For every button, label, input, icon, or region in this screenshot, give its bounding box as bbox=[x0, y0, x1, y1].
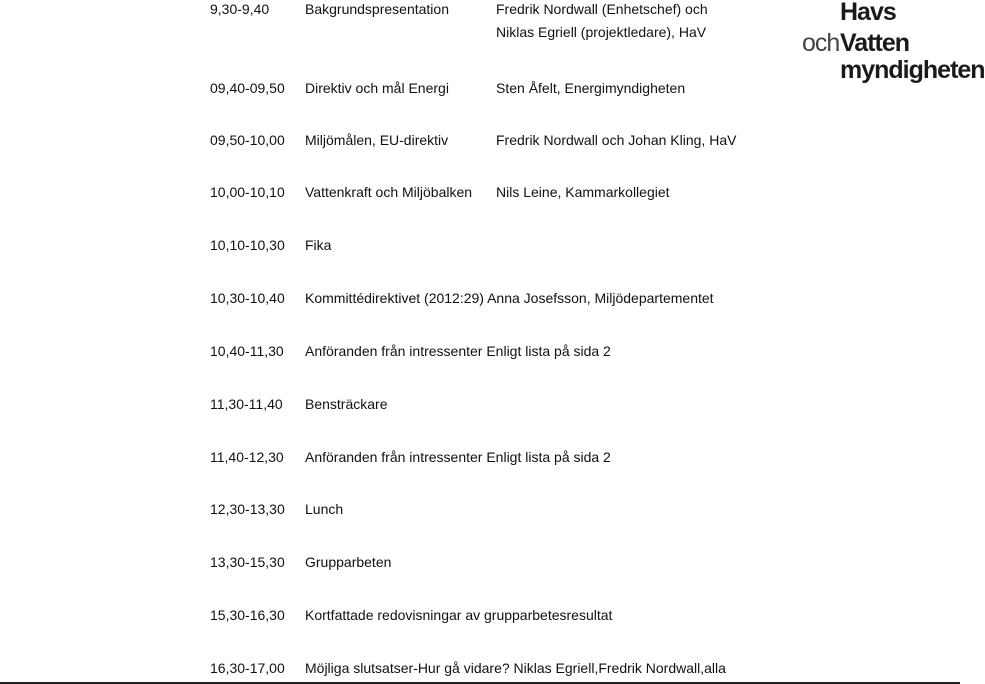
time-slot: 15,30-16,30 bbox=[210, 607, 285, 623]
time-slot: 10,10-10,30 bbox=[210, 237, 285, 253]
speaker: Sten Åfelt, Energimyndigheten bbox=[496, 80, 686, 96]
logo-line-1: Havs bbox=[840, 0, 896, 26]
speaker: Fredrik Nordwall (Enhetschef) och bbox=[496, 1, 708, 17]
agenda-topic: Bakgrundspresentation bbox=[305, 1, 449, 17]
agenda-topic: Kortfattade redovisningar av grupparbetesresultat bbox=[305, 607, 613, 623]
agenda-row bbox=[0, 129, 960, 151]
agenda-row bbox=[0, 234, 960, 256]
agenda-topic: Anföranden från intressenter Enligt lista på sida 2 bbox=[305, 449, 611, 465]
time-slot: 11,40-12,30 bbox=[210, 449, 284, 465]
speaker: Nils Leine, Kammarkollegiet bbox=[496, 184, 670, 200]
agenda-row bbox=[0, 393, 960, 415]
agenda-row bbox=[0, 657, 960, 679]
agenda-row bbox=[0, 181, 960, 203]
agenda-row bbox=[0, 340, 960, 362]
time-slot: 12,30-13,30 bbox=[210, 501, 285, 517]
time-slot: 09,40-09,50 bbox=[210, 80, 285, 96]
agenda-topic: Anföranden från intressenter Enligt lista på sida 2 bbox=[305, 343, 611, 359]
agenda-row bbox=[0, 77, 960, 99]
time-slot: 13,30-15,30 bbox=[210, 554, 285, 570]
logo-line-2b: Vatten bbox=[840, 29, 910, 57]
agenda-topic: Vattenkraft och Miljöbalken bbox=[305, 184, 473, 200]
logo-line-3: myndigheten bbox=[840, 56, 985, 84]
agenda-topic: Kommittédirektivet (2012:29) Anna Josefsson, Miljödepartementet bbox=[305, 290, 714, 306]
speaker: Fredrik Nordwall och Johan Kling, HaV bbox=[496, 132, 737, 148]
agenda-row bbox=[0, 287, 960, 309]
agenda-row bbox=[0, 0, 960, 40]
agenda-topic: Lunch bbox=[305, 501, 344, 517]
logo-line-2a: och bbox=[802, 29, 840, 57]
time-slot: 9,30-9,40 bbox=[210, 1, 270, 17]
agenda-topic: Bensträckare bbox=[305, 396, 388, 412]
time-slot: 10,30-10,40 bbox=[210, 290, 285, 306]
speaker-line-2: Niklas Egriell (projektledare), HaV bbox=[496, 24, 707, 40]
agenda-topic: Fika bbox=[305, 237, 332, 253]
agenda-topic: Grupparbeten bbox=[305, 554, 392, 570]
time-slot: 10,00-10,10 bbox=[210, 184, 285, 200]
agenda-topic: Miljömålen, EU-direktiv bbox=[305, 132, 449, 148]
time-slot: 09,50-10,00 bbox=[210, 132, 285, 148]
agenda-row bbox=[0, 551, 960, 573]
agenda-row bbox=[0, 446, 960, 468]
time-slot: 16,30-17,00 bbox=[210, 660, 285, 676]
time-slot: 11,30-11,40 bbox=[210, 396, 283, 412]
agenda-topic: Direktiv och mål Energi bbox=[305, 80, 449, 96]
agenda-topic: Möjliga slutsatser-Hur gå vidare? Niklas Egriell,Fredrik Nordwall,alla bbox=[305, 660, 726, 676]
agenda-row bbox=[0, 604, 960, 626]
time-slot: 10,40-11,30 bbox=[210, 343, 284, 359]
agenda-row bbox=[0, 498, 960, 520]
